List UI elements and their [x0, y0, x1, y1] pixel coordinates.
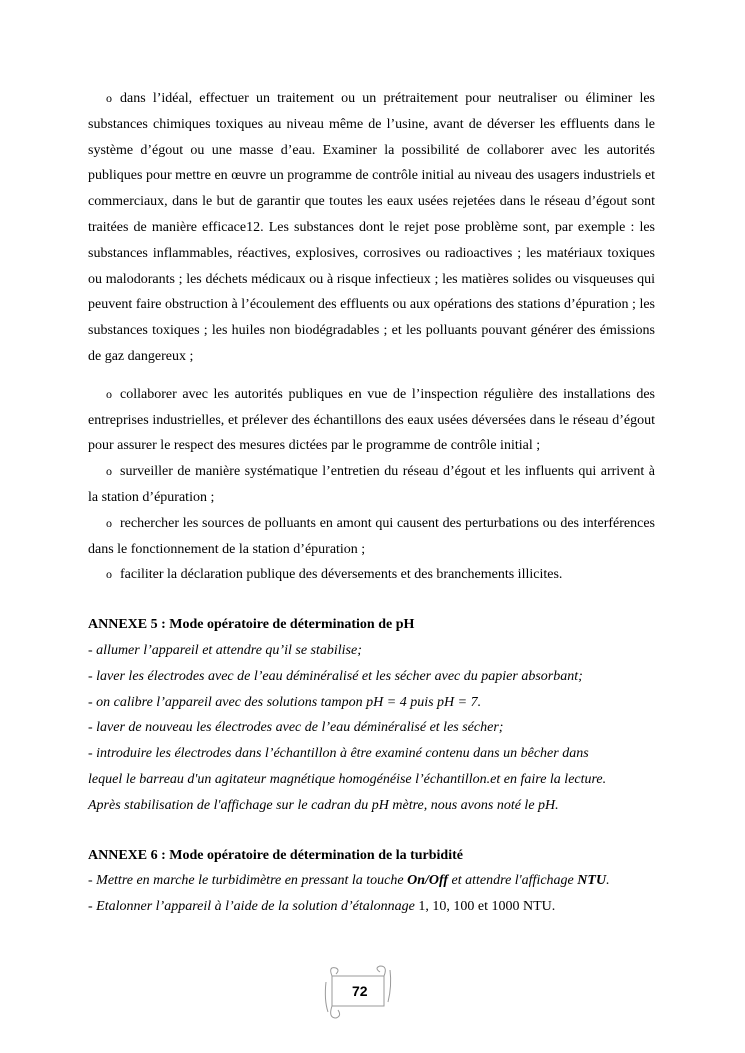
page-number-scroll [318, 962, 398, 1022]
bullet-paragraph-1 [88, 86, 655, 370]
bullet-marker: o [106, 91, 112, 105]
bullet-text-5: faciliter la déclaration publique des déversements et des branchements illicites. [120, 567, 563, 583]
bullet-marker: o [106, 386, 112, 401]
annexe6-step-2 [88, 894, 655, 920]
calibration-values: 1, 10, 100 et 1000 NTU. [418, 899, 556, 915]
annexe6-step-1 [88, 868, 655, 894]
bullet-text-1: dans l’idéal, effectuer un traitement ou un prétraitement pour neutraliser ou éliminer les substances chimiques toxiques au niveau même de l’usine, avant de déverser les effluents dans le système d’égout ou une masse d’eau. Examiner la possibilité de collaborer avec les autorités publiques pour mettre en œuvre un programme de contrôle initial au niveau des usagers industriels et commerciaux, dans le but de garantir que toutes les eaux usées rejetées dans le réseau d’égout sont traitées de manière efficace12. Les substances dont le rejet pose problème sont, par exemple : les substances inflammables, réactives, explosives, corrosives ou radioactives ; les matériaux toxiques ou malodorants ; les déchets médicaux ou à risque infectieux ; les matières solides ou visqueuses qui peuvent faire obstruction à l’écoulement des effluents ou aux opérations des stations d’épuration ; les substances toxiques ; les huiles non biodégradables ; et les polluants pouvant générer des émissions de gaz dangereux ; [88, 91, 655, 364]
annexe6-title: ANNEXE 6 : Mode opératoire de détermination de la turbidité [88, 847, 463, 863]
annexe5-step: Après stabilisation de l'affichage sur le cadran du pH mètre, nous avons noté le pH. [88, 797, 559, 813]
bullet-marker: o [106, 515, 112, 530]
annexe5-step: - laver les électrodes avec de l’eau déminéralisé et les sécher avec du papier absorbant; [88, 668, 583, 684]
bullet-marker: o [106, 464, 112, 479]
step-text: - Etalonner l’appareil à l’aide de la solution d’étalonnage [88, 899, 419, 915]
bullet-marker: o [106, 567, 112, 582]
bullet-paragraph-2 [88, 382, 655, 459]
bullet-paragraph-3 [88, 459, 655, 511]
bullet-text-4: rechercher les sources de polluants en amont qui causent des perturbations ou des interférences dans le fonctionnement de la station d’épuration ; [88, 515, 655, 557]
bullet-text-3: surveiller de manière systématique l’entretien du réseau d’égout et les influents qui arrivent à la station d’épuration ; [88, 464, 655, 505]
page-number: 72 [352, 983, 368, 999]
ntu-label: NTU [577, 873, 607, 889]
bullet-text-2: collaborer avec les autorités publiques en vue de l’inspection régulière des installations des entreprises industrielles, et prélever des échantillons des eaux usées déversées dans le réseau d’égout pour assurer le respect des mesures dictées par le programme de contrôle initial ; [88, 386, 655, 454]
annexe5-step: - introduire les électrodes dans l’échantillon à être examiné contenu dans un bêcher dans [88, 746, 589, 762]
annexe5-step: - allumer l’appareil et attendre qu’il se stabilise; [88, 642, 362, 658]
on-off-key: On/Off [407, 873, 449, 889]
bullet-paragraph-4 [88, 511, 655, 563]
step-text: et attendre l'affichage [448, 873, 578, 889]
step-text: - Mettre en marche le turbidimètre en pressant la touche [88, 873, 408, 889]
bullet-paragraph-5 [88, 562, 655, 588]
annexe5-title: ANNEXE 5 : Mode opératoire de détermination de pH [88, 617, 415, 633]
annexe5-step: lequel le barreau d'un agitateur magnétique homogénéise l’échantillon.et en faire la lecture. [88, 771, 607, 787]
document-body [88, 86, 655, 920]
step-text: . [606, 873, 610, 889]
annexe5-step: - laver de nouveau les électrodes avec de l’eau déminéralisé et les sécher; [88, 720, 504, 736]
annexe5-step: - on calibre l’appareil avec des solutions tampon pH = 4 puis pH = 7. [88, 694, 482, 710]
